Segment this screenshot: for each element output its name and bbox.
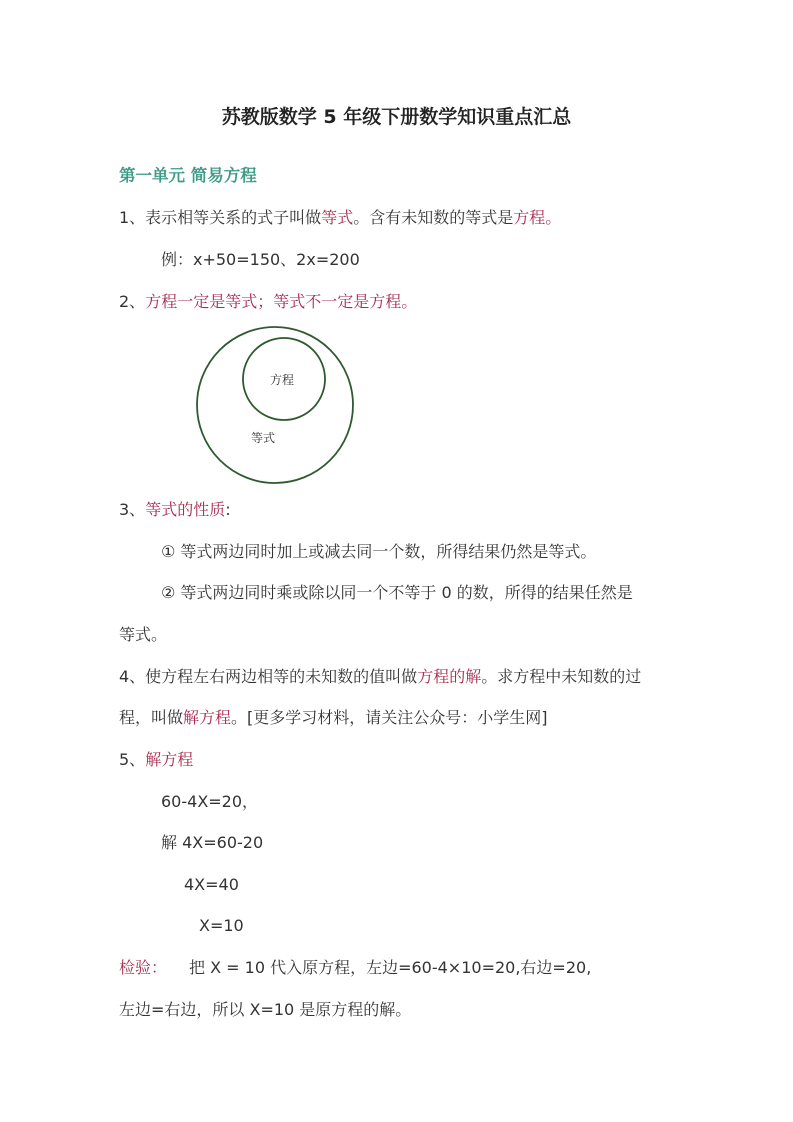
venn-inner-label: 方程 bbox=[270, 373, 295, 387]
term-solution: 方程的解 bbox=[417, 667, 482, 686]
term-equation: 方程 bbox=[513, 208, 546, 227]
check-line-1 bbox=[119, 958, 591, 978]
check-label: 检验： bbox=[119, 958, 168, 977]
step-1: 60-4X=20， bbox=[161, 792, 259, 811]
item-4-line-2 bbox=[119, 708, 548, 728]
item-4-line-1 bbox=[119, 667, 641, 687]
step-3: 4X=40 bbox=[184, 875, 239, 894]
item-2-prefix: 2、 bbox=[119, 292, 146, 311]
step-2: 解 4X=60-20 bbox=[161, 833, 264, 852]
item-4-mid: 。求方程中未知数的过 bbox=[481, 667, 642, 686]
term-equality: 等式 bbox=[321, 208, 354, 227]
property-1: ① 等式两边同时加上或减去同一个数，所得结果仍然是等式。 bbox=[161, 542, 597, 561]
item-3-end: : bbox=[225, 500, 231, 519]
item-5 bbox=[119, 750, 193, 770]
item-3-prefix: 3、 bbox=[119, 500, 146, 519]
item-1-mid: 。含有未知数的等式是 bbox=[353, 208, 514, 227]
property-2: ② 等式两边同时乘或除以同一个不等于 0 的数，所得的结果任然是 bbox=[161, 583, 633, 602]
term-properties: 等式的性质 bbox=[145, 500, 226, 519]
venn-diagram bbox=[190, 322, 420, 492]
item-1-end: 。 bbox=[545, 208, 562, 227]
item-4-line2-prefix: 程，叫做 bbox=[119, 708, 184, 727]
item-4-line2-end: 。[更多学习材料，请关注公众号：小学生网] bbox=[231, 708, 548, 727]
item-1 bbox=[119, 208, 561, 228]
venn-outer-label: 等式 bbox=[251, 431, 276, 445]
example-line: 例：x+50=150、2x=200 bbox=[161, 250, 360, 269]
check-line-2: 左边=右边，所以 X=10 是原方程的解。 bbox=[119, 1000, 412, 1019]
term-solve-equation: 解方程 bbox=[145, 750, 194, 769]
item-2 bbox=[119, 292, 417, 312]
section-heading: 第一单元 简易方程 bbox=[119, 166, 257, 185]
step-4: X=10 bbox=[199, 916, 244, 935]
page-title: 苏教版数学 5 年级下册数学知识重点汇总 bbox=[221, 106, 572, 128]
item-2-text: 方程一定是等式；等式不一定是方程。 bbox=[145, 292, 418, 311]
item-4-prefix: 4、使方程左右两边相等的未知数的值叫做 bbox=[119, 667, 418, 686]
outer-circle bbox=[197, 327, 353, 483]
check-text-1: 把 X = 10 代入原方程，左边=60-4×10=20,右边=20, bbox=[189, 958, 592, 977]
item-5-prefix: 5、 bbox=[119, 750, 146, 769]
term-solving: 解方程 bbox=[183, 708, 232, 727]
property-2-continued: 等式。 bbox=[119, 625, 168, 644]
item-3 bbox=[119, 500, 231, 520]
item-1-prefix: 1、表示相等关系的式子叫做 bbox=[119, 208, 322, 227]
